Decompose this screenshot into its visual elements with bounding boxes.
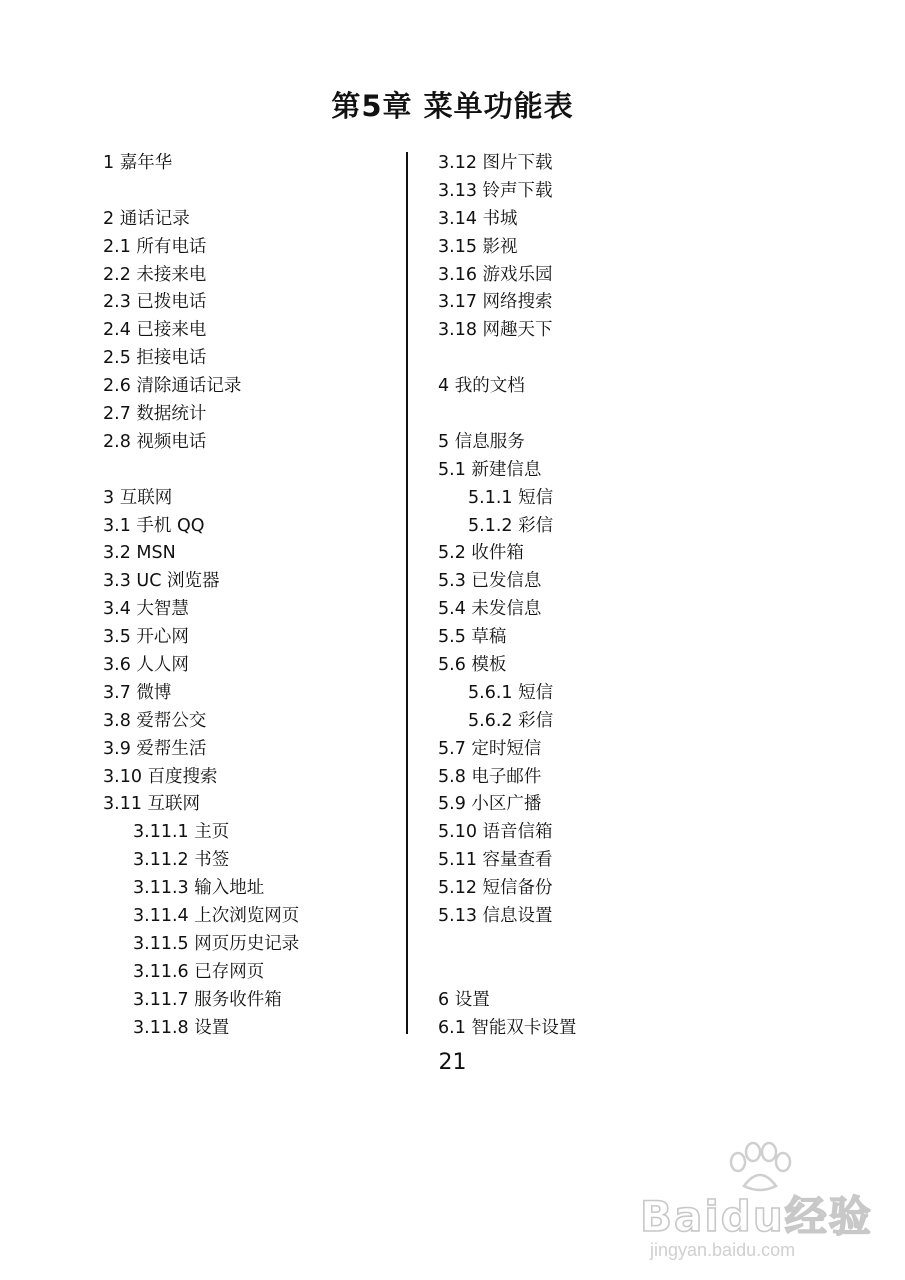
menu-item: 5.4 未发信息 xyxy=(438,599,542,620)
menu-item: 2.3 已拨电话 xyxy=(103,292,207,313)
menu-item: 3.13 铃声下载 xyxy=(438,180,553,201)
menu-item: 5.10 语音信箱 xyxy=(438,822,553,843)
watermark-logo: Baidu经验 xyxy=(640,1192,873,1241)
menu-item: 3.11.5 网页历史记录 xyxy=(133,933,300,954)
menu-item: 2.8 视频电话 xyxy=(103,431,207,452)
menu-item: 5.6.1 短信 xyxy=(468,682,554,703)
menu-item: 3.11.8 设置 xyxy=(133,1017,230,1038)
menu-item: 3.11.6 已存网页 xyxy=(133,961,265,982)
spacer xyxy=(438,931,576,959)
chapter-title: 第5章 菜单功能表 xyxy=(331,89,574,123)
menu-item: 3.8 爱帮公交 xyxy=(103,710,207,731)
menu-item: 3.16 游戏乐园 xyxy=(438,264,553,285)
menu-item: 5.6 模板 xyxy=(438,655,507,676)
column-divider xyxy=(406,152,408,1034)
menu-item: 5.1 新建信息 xyxy=(438,459,542,480)
menu-item: 5.13 信息设置 xyxy=(438,906,553,927)
menu-item: 5.1.2 彩信 xyxy=(468,515,554,536)
menu-item: 2.5 拒接电话 xyxy=(103,348,207,369)
baidu-watermark xyxy=(640,1140,880,1270)
menu-item: 5.12 短信备份 xyxy=(438,878,553,899)
menu-item: 3.11.4 上次浏览网页 xyxy=(133,906,300,927)
menu-item: 5.11 容量查看 xyxy=(438,850,553,871)
spacer xyxy=(438,345,576,373)
menu-item: 3.17 网络搜索 xyxy=(438,292,553,313)
menu-item: 3.11.1 主页 xyxy=(133,822,230,843)
menu-item: 2 通话记录 xyxy=(103,208,190,229)
menu-item: 3.11.7 服务收件箱 xyxy=(133,989,282,1010)
menu-item: 2.2 未接来电 xyxy=(103,264,207,285)
menu-item: 3.10 百度搜索 xyxy=(103,766,218,787)
menu-item: 2.6 清除通话记录 xyxy=(103,376,242,397)
menu-list-right xyxy=(438,150,576,1043)
menu-item: 6.1 智能双卡设置 xyxy=(438,1017,577,1038)
menu-item: 6 设置 xyxy=(438,989,490,1010)
menu-list-left xyxy=(103,150,299,1043)
menu-item: 5.7 定时短信 xyxy=(438,738,542,759)
menu-item: 4 我的文档 xyxy=(438,376,525,397)
spacer xyxy=(103,178,299,206)
menu-item: 3.4 大智慧 xyxy=(103,599,189,620)
menu-item: 3.12 图片下载 xyxy=(438,153,553,173)
menu-item: 3.18 网趣天下 xyxy=(438,320,553,341)
menu-item: 5.9 小区广播 xyxy=(438,794,542,815)
menu-item: 5 信息服务 xyxy=(438,431,525,452)
menu-item: 3.3 UC 浏览器 xyxy=(103,571,220,592)
menu-item: 2.1 所有电话 xyxy=(103,236,207,257)
menu-item: 2.4 已接来电 xyxy=(103,320,207,341)
menu-item: 5.2 收件箱 xyxy=(438,543,524,564)
menu-item: 5.3 已发信息 xyxy=(438,571,542,592)
menu-item: 3.6 人人网 xyxy=(103,655,189,676)
spacer xyxy=(438,959,576,987)
menu-item: 3.15 影视 xyxy=(438,236,518,257)
menu-item: 5.5 草稿 xyxy=(438,627,507,648)
menu-item: 3.9 爱帮生活 xyxy=(103,738,207,759)
menu-item: 3 互联网 xyxy=(103,487,173,508)
menu-item: 3.5 开心网 xyxy=(103,627,189,648)
menu-item: 3.7 微博 xyxy=(103,682,172,703)
menu-item: 5.1.1 短信 xyxy=(468,487,554,508)
spacer xyxy=(103,457,299,485)
watermark-url: jingyan.baidu.com xyxy=(650,1240,796,1260)
menu-item: 3.14 书城 xyxy=(438,208,518,229)
menu-item: 3.11.3 输入地址 xyxy=(133,878,265,899)
menu-item: 3.11.2 书签 xyxy=(133,850,230,871)
spacer xyxy=(438,401,576,429)
page-number: 21 xyxy=(438,1050,467,1075)
menu-item: 1 嘉年华 xyxy=(103,153,173,173)
menu-item: 5.8 电子邮件 xyxy=(438,766,542,787)
menu-item: 2.7 数据统计 xyxy=(103,404,207,425)
menu-item: 3.2 MSN xyxy=(103,543,176,564)
menu-item: 3.1 手机 QQ xyxy=(103,515,205,536)
menu-item: 3.11 互联网 xyxy=(103,794,201,815)
menu-item: 5.6.2 彩信 xyxy=(468,710,554,731)
